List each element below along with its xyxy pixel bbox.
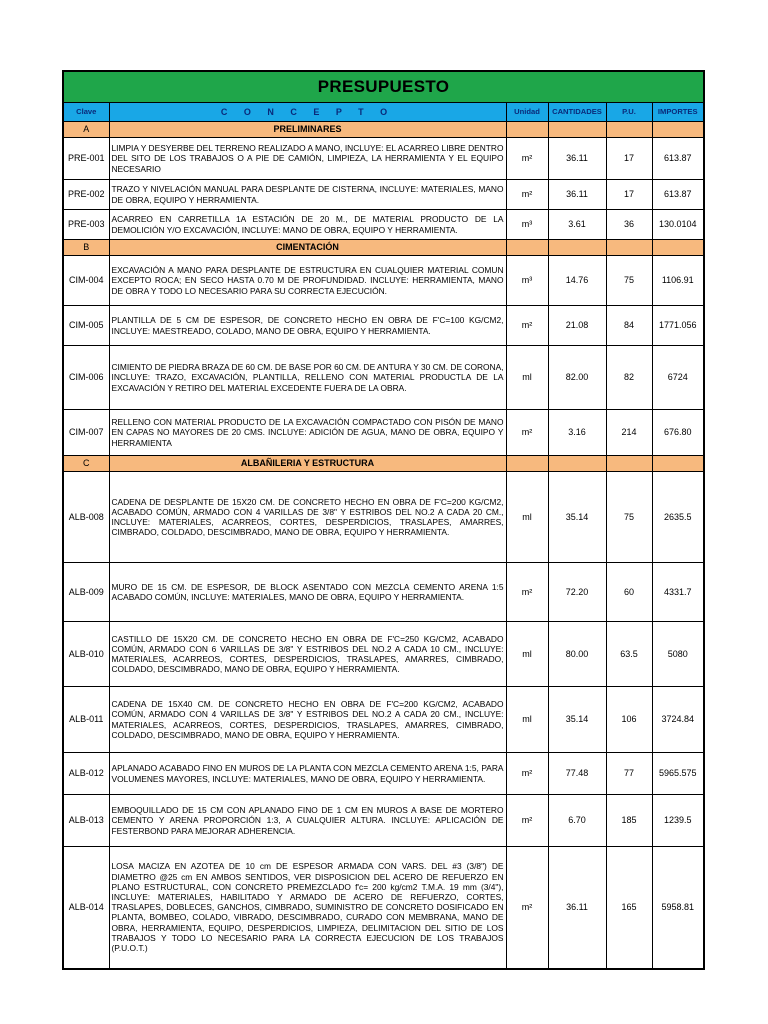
table-row <box>63 306 704 346</box>
cantidad-cell: 3.61 <box>548 210 606 240</box>
unidad-cell: m³ <box>506 210 548 240</box>
section-name: CIMENTACIÓN <box>109 240 506 256</box>
importe-cell: 5958.81 <box>652 847 704 969</box>
cantidad-cell: 3.16 <box>548 410 606 456</box>
clave-cell: ALB-011 <box>63 687 109 753</box>
section-empty-cell <box>548 456 606 472</box>
section-empty-cell <box>652 456 704 472</box>
unidad-cell: m² <box>506 180 548 210</box>
importe-cell: 2635.5 <box>652 472 704 563</box>
unidad-cell: ml <box>506 622 548 687</box>
concepto-cell: CIMIENTO DE PIEDRA BRAZA DE 60 CM. DE BASE POR 60 CM. DE ANTURA Y 30 CM. DE CORONA, INCLUYE: TRAZO, EXCAVACIÓN, PLANTILLA, RELLENO CON MATERIAL PRODUCTLA DE LA EXCAVACIÓN Y RETIRO DEL MATERIAL EXCEDENTE FUERA DE LA OBRA. <box>109 346 506 410</box>
unidad-cell: ml <box>506 472 548 563</box>
budget-sheet <box>62 70 703 970</box>
table-row <box>63 795 704 847</box>
table-row <box>63 210 704 240</box>
cantidad-cell: 21.08 <box>548 306 606 346</box>
section-letter: B <box>63 240 109 256</box>
unidad-cell: m² <box>506 138 548 180</box>
importe-cell: 1106.91 <box>652 256 704 306</box>
cantidad-cell: 77.48 <box>548 753 606 795</box>
header-importes: IMPORTES <box>652 103 704 122</box>
clave-cell: ALB-008 <box>63 472 109 563</box>
cantidad-cell: 36.11 <box>548 138 606 180</box>
importe-cell: 613.87 <box>652 180 704 210</box>
importe-cell: 4331.7 <box>652 563 704 622</box>
unidad-cell: m² <box>506 847 548 969</box>
clave-cell: ALB-009 <box>63 563 109 622</box>
header-pu: P.U. <box>606 103 652 122</box>
table-row <box>63 687 704 753</box>
importe-cell: 130.0104 <box>652 210 704 240</box>
cantidad-cell: 35.14 <box>548 687 606 753</box>
cantidad-cell: 6.70 <box>548 795 606 847</box>
unidad-cell: m² <box>506 410 548 456</box>
clave-cell: ALB-014 <box>63 847 109 969</box>
unidad-cell: m³ <box>506 256 548 306</box>
importe-cell: 5080 <box>652 622 704 687</box>
section-header-row <box>63 456 704 472</box>
pu-cell: 165 <box>606 847 652 969</box>
cantidad-cell: 14.76 <box>548 256 606 306</box>
importe-cell: 1771.056 <box>652 306 704 346</box>
concepto-cell: LIMPIA Y DESYERBE DEL TERRENO REALIZADO A MANO, INCLUYE: EL ACARREO LIBRE DENTRO DEL SITO DE LOS TRABAJOS O A PIE DE CAMIÓN, LIMPIEZA, LA HERRAMIENTA Y EL EQUIPO NECESARIO <box>109 138 506 180</box>
pu-cell: 84 <box>606 306 652 346</box>
section-header-row <box>63 122 704 138</box>
pu-cell: 185 <box>606 795 652 847</box>
section-empty-cell <box>506 240 548 256</box>
section-empty-cell <box>548 240 606 256</box>
clave-cell: PRE-002 <box>63 180 109 210</box>
unidad-cell: ml <box>506 687 548 753</box>
unidad-cell: ml <box>506 346 548 410</box>
concepto-cell: CADENA DE DESPLANTE DE 15X20 CM. DE CONCRETO HECHO EN OBRA DE F'C=200 KG/CM2, ACABADO COMÚN, ARMADO CON 4 VARILLAS DE 3/8" Y ESTRIBOS DEL NO.2 A CADA 20 CM., INCLUYE: MATERIALES, ACARREOS, CORTES, DESPERDICIOS, TRASLAPES, AMARRES, CIMBRADO, COLDADO, DESCIMBRADO, MANO DE OBRA, EQUIPO Y HERRAMIENTA. <box>109 472 506 563</box>
pu-cell: 60 <box>606 563 652 622</box>
table-row <box>63 410 704 456</box>
table-row <box>63 138 704 180</box>
pu-cell: 106 <box>606 687 652 753</box>
cantidad-cell: 82.00 <box>548 346 606 410</box>
cantidad-cell: 72.20 <box>548 563 606 622</box>
clave-cell: CIM-005 <box>63 306 109 346</box>
section-empty-cell <box>606 122 652 138</box>
header-clave: Clave <box>63 103 109 122</box>
pu-cell: 75 <box>606 472 652 563</box>
table-row <box>63 847 704 969</box>
pu-cell: 82 <box>606 346 652 410</box>
unidad-cell: m² <box>506 795 548 847</box>
clave-cell: ALB-012 <box>63 753 109 795</box>
clave-cell: ALB-013 <box>63 795 109 847</box>
cantidad-cell: 36.11 <box>548 847 606 969</box>
section-empty-cell <box>652 240 704 256</box>
budget-table <box>62 70 705 970</box>
concepto-cell: ACARREO EN CARRETILLA 1A ESTACIÓN DE 20 M., DE MATERIAL PRODUCTO DE LA DEMOLICIÓN Y/O EXCAVACIÓN, INCLUYE: MANO DE OBRA, EQUIPO Y HERRAMIENTA. <box>109 210 506 240</box>
section-empty-cell <box>506 456 548 472</box>
table-row <box>63 256 704 306</box>
concepto-cell: CADENA DE 15X40 CM. DE CONCRETO HECHO EN OBRA DE F'C=200 KG/CM2, ACABADO COMÚN, ARMADO CON 4 VARILLAS DE 3/8" Y ESTRIBOS DEL NO.2 A CADA 20 CM., INCLUYE: MATERIALES, ACARREOS, CORTES, DESPERDICIOS, TRASLAPES, AMARRES, CIMBRADO, COLDADO, DESCIMBRADO, MANO DE OBRA, EQUIPO Y HERRAMIENTA. <box>109 687 506 753</box>
table-row <box>63 563 704 622</box>
concepto-cell: PLANTILLA DE 5 CM DE ESPESOR, DE CONCRETO HECHO EN OBRA DE F'C=100 KG/CM2, INCLUYE: MAESTREADO, COLADO, MANO DE OBRA, EQUIPO Y HERRAMIENTA. <box>109 306 506 346</box>
section-name: ALBAÑILERIA Y ESTRUCTURA <box>109 456 506 472</box>
concepto-cell: TRAZO Y NIVELACIÓN MANUAL PARA DESPLANTE DE CISTERNA, INCLUYE: MATERIALES, MANO DE OBRA, EQUIPO Y HERRAMIENTA. <box>109 180 506 210</box>
page-title: PRESUPUESTO <box>63 71 704 103</box>
clave-cell: CIM-006 <box>63 346 109 410</box>
concepto-cell: EXCAVACIÓN A MANO PARA DESPLANTE DE ESTRUCTURA EN CUALQUIER MATERIAL COMUN EXCEPTO ROCA; EN SECO HASTA 0.70 M DE PROFUNDIDAD. INCLUYE: HERRAMIENTA, MANO DE OBRA Y TODO LO NECESARIO PARA SU CORRECTA EJECUCIÓN. <box>109 256 506 306</box>
unidad-cell: m² <box>506 306 548 346</box>
clave-cell: PRE-003 <box>63 210 109 240</box>
concepto-cell: MURO DE 15 CM. DE ESPESOR, DE BLOCK ASENTADO CON MEZCLA CEMENTO ARENA 1:5 ACABADO COMÚN, INCLUYE: MATERIALES, MANO DE OBRA, EQUIPO Y HERRAMIENTA. <box>109 563 506 622</box>
table-row <box>63 472 704 563</box>
pu-cell: 17 <box>606 180 652 210</box>
pu-cell: 214 <box>606 410 652 456</box>
unidad-cell: m² <box>506 563 548 622</box>
table-row <box>63 622 704 687</box>
concepto-cell: RELLENO CON MATERIAL PRODUCTO DE LA EXCAVACIÓN COMPACTADO CON PISÓN DE MANO EN CAPAS NO MAYORES DE 20 CMS. INCLUYE: ADICIÓN DE AGUA, MANO DE OBRA, EQUIPO Y HERRAMIENTA <box>109 410 506 456</box>
importe-cell: 676.80 <box>652 410 704 456</box>
pu-cell: 36 <box>606 210 652 240</box>
cantidad-cell: 80.00 <box>548 622 606 687</box>
importe-cell: 3724.84 <box>652 687 704 753</box>
column-header-row <box>63 103 704 122</box>
section-empty-cell <box>652 122 704 138</box>
pu-cell: 17 <box>606 138 652 180</box>
section-empty-cell <box>606 240 652 256</box>
unidad-cell: m² <box>506 753 548 795</box>
section-header-row <box>63 240 704 256</box>
section-empty-cell <box>548 122 606 138</box>
section-name: PRELIMINARES <box>109 122 506 138</box>
concepto-cell: EMBOQUILLADO DE 15 CM CON APLANADO FINO DE 1 CM EN MUROS A BASE DE MORTERO CEMENTO Y ARENA PROPORCIÓN 1:3, A CUALQUIER ALTURA. INCLUYE: APLICACIÓN DE FESTERBOND PARA MEJORAR ADHERENCIA. <box>109 795 506 847</box>
importe-cell: 5965.575 <box>652 753 704 795</box>
clave-cell: CIM-007 <box>63 410 109 456</box>
cantidad-cell: 35.14 <box>548 472 606 563</box>
pu-cell: 63.5 <box>606 622 652 687</box>
importe-cell: 613.87 <box>652 138 704 180</box>
section-letter: C <box>63 456 109 472</box>
concepto-cell: LOSA MACIZA EN AZOTEA DE 10 cm DE ESPESOR ARMADA CON VARS. DEL #3 (3/8") DE DIAMETRO @25 cm EN AMBOS SENTIDOS, VER DISPOSICION DEL ACERO DE REFUERZO EN PLANO ESTRUCTURAL, CON CONCRETO PREMEZCLADO f'c= 200 kg/cm2 T.M.A. 19 mm (3/4"), INCLUYE: MATERIALES, HABILITADO Y ARMADO DE ACERO DE REFUERZO, CORTES, TRASLAPES, DOBLECES, GANCHOS, CIMBRADO, SUMINISTRO DE CONCRETO DOSIFICADO EN PLANTA, BOMBEO, COLADO, VIBRADO, DESCIMBRADO, CURADO CON MEMBRANA, MANO DE OBRA, HERRAMIENTA, EQUIPO, DESPERDICIOS, LIMPIEZA, DELIMITACION DEL SITIO DE LOS TRABAJOS Y TODO LO NECESARIO PARA LA CORRECTA EJECUCION DE LOS TRABAJOS (P.U.O.T.) <box>109 847 506 969</box>
clave-cell: CIM-004 <box>63 256 109 306</box>
header-unidad: Unidad <box>506 103 548 122</box>
section-empty-cell <box>506 122 548 138</box>
cantidad-cell: 36.11 <box>548 180 606 210</box>
section-empty-cell <box>606 456 652 472</box>
importe-cell: 1239.5 <box>652 795 704 847</box>
concepto-cell: CASTILLO DE 15X20 CM. DE CONCRETO HECHO EN OBRA DE F'C=250 KG/CM2, ACABADO COMÚN, ARMADO CON 6 VARILLAS DE 3/8" Y ESTRIBOS DEL NO.2 A CADA 10 CM., INCLUYE: MATERIALES, ACARREOS, CORTES, DESPERDICIOS, TRASLAPES, AMARRES, CIMBRADO, COLDADO, DESCIMBRADO, MANO DE OBRA, EQUIPO Y HERRAMIENTA. <box>109 622 506 687</box>
pu-cell: 77 <box>606 753 652 795</box>
header-concepto: C O N C E P T O <box>109 103 506 122</box>
table-row <box>63 753 704 795</box>
section-letter: A <box>63 122 109 138</box>
table-row <box>63 180 704 210</box>
clave-cell: PRE-001 <box>63 138 109 180</box>
pu-cell: 75 <box>606 256 652 306</box>
table-row <box>63 346 704 410</box>
header-cantidades: CANTIDADES <box>548 103 606 122</box>
clave-cell: ALB-010 <box>63 622 109 687</box>
importe-cell: 6724 <box>652 346 704 410</box>
concepto-cell: APLANADO ACABADO FINO EN MUROS DE LA PLANTA CON MEZCLA CEMENTO ARENA 1:5, PARA VOLUMENES MAYORES, INCLUYE: MATERIALES, MANO DE OBRA, EQUIPO Y HERRAMIENTA. <box>109 753 506 795</box>
